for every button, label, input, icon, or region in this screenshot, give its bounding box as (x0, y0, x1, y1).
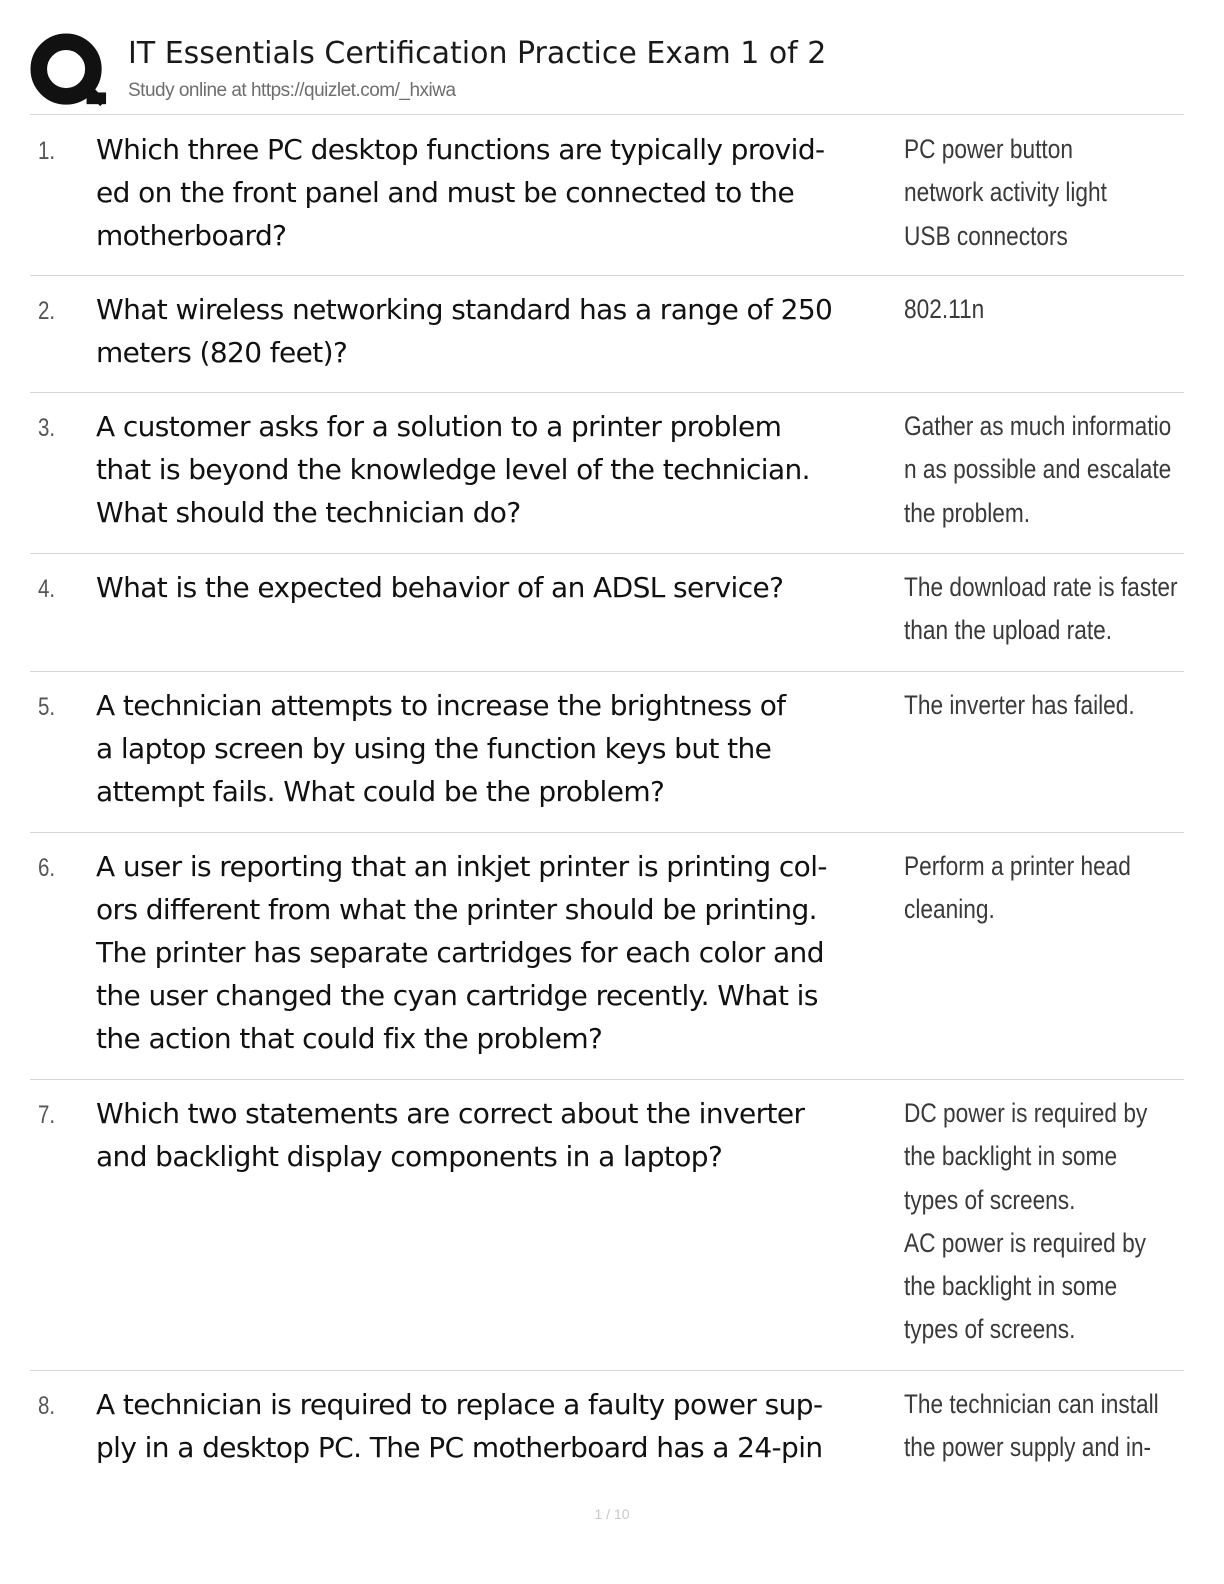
question-item-2 (30, 276, 1184, 393)
question-number: 6. (38, 854, 56, 882)
question-line: A technician attempts to increase the brightness of (96, 689, 786, 722)
question-number: 2. (38, 297, 56, 325)
question-line: The printer has separate cartridges for each color and (96, 936, 824, 969)
answer-text (904, 684, 1164, 727)
page-title: IT Essentials Certification Practice Exam 1 of 2 (128, 36, 827, 71)
answer-line: the power supply and in- (904, 1432, 1152, 1463)
answer-line: network activity light (904, 177, 1107, 208)
question-number: 1. (38, 137, 56, 165)
question-line: What wireless networking standard has a range of 250 (96, 293, 833, 326)
page-number: 1 / 10 (594, 1506, 630, 1522)
question-item-4 (30, 554, 1184, 672)
answer-line: Gather as much informatio (904, 411, 1172, 441)
answer-text (904, 1092, 1164, 1352)
question-item-3 (30, 393, 1184, 554)
question-number: 7. (38, 1101, 56, 1129)
question-line: What should the technician do? (96, 496, 521, 529)
answer-line: the backlight in some (904, 1271, 1118, 1302)
answer-line: cleaning. (904, 894, 995, 925)
answer-line: than the upload rate. (904, 615, 1113, 646)
question-line: ors different from what the printer should be printing. (96, 893, 817, 926)
question-item-7 (30, 1080, 1184, 1371)
question-text (96, 1383, 896, 1469)
page-header (30, 30, 1184, 115)
answer-line: the problem. (904, 497, 1031, 528)
question-number: 4. (38, 575, 56, 603)
question-item-6 (30, 833, 1184, 1080)
question-line: a laptop screen by using the function keys but the (96, 732, 772, 765)
answer-line: types of screens. (904, 1184, 1076, 1215)
question-line: A technician is required to replace a faulty power sup- (96, 1388, 823, 1421)
answer-text (904, 288, 1164, 331)
question-line: What is the expected behavior of an ADSL service? (96, 571, 784, 604)
question-line: A user is reporting that an inkjet printer is printing col- (96, 850, 827, 883)
question-line: A customer asks for a solution to a printer problem (96, 410, 782, 443)
answer-line: The technician can install (904, 1389, 1159, 1419)
question-text (96, 405, 896, 534)
answer-text (904, 128, 1164, 258)
answer-line: types of screens. (904, 1314, 1076, 1345)
question-item-8 (30, 1371, 1184, 1481)
question-text (96, 1092, 896, 1178)
answer-line: Perform a printer head (904, 851, 1131, 881)
study-online-link[interactable]: Study online at https://quizlet.com/_hxiwa (128, 80, 456, 101)
question-item-1 (30, 116, 1184, 276)
quizlet-q-logo-icon (30, 32, 108, 110)
question-line: attempt fails. What could be the problem? (96, 775, 665, 808)
question-text (96, 684, 896, 813)
question-line: ply in a desktop PC. The PC motherboard has a 24-pin (96, 1431, 823, 1464)
answer-line: AC power is required by (904, 1227, 1147, 1258)
question-text (96, 566, 896, 609)
answer-line: PC power button (904, 134, 1073, 164)
question-number: 3. (38, 414, 56, 442)
question-line: motherboard? (96, 219, 287, 252)
answer-text (904, 566, 1178, 653)
answer-text (904, 845, 1164, 932)
answer-line: USB connectors (904, 220, 1068, 251)
question-text (96, 128, 896, 257)
answer-line: The download rate is faster (904, 572, 1178, 602)
answer-line: The inverter has failed. (904, 690, 1135, 720)
answer-text (904, 405, 1172, 535)
question-item-5 (30, 672, 1184, 833)
question-text (96, 845, 896, 1060)
question-line: the user changed the cyan cartridge recently. What is (96, 979, 818, 1012)
question-line: Which three PC desktop functions are typically provid- (96, 133, 825, 166)
question-line: and backlight display components in a laptop? (96, 1140, 723, 1173)
answer-line: the backlight in some (904, 1141, 1118, 1172)
question-number: 5. (38, 693, 56, 721)
answer-line: DC power is required by (904, 1098, 1148, 1128)
question-line: ed on the front panel and must be connected to the (96, 176, 795, 209)
question-number: 8. (38, 1392, 56, 1420)
question-line: the action that could fix the problem? (96, 1022, 603, 1055)
question-line: meters (820 feet)? (96, 336, 348, 369)
answer-line: n as possible and escalate (904, 454, 1172, 485)
question-line: Which two statements are correct about the inverter (96, 1097, 805, 1130)
question-text (96, 288, 896, 374)
answer-text (904, 1383, 1164, 1470)
question-line: that is beyond the knowledge level of the technician. (96, 453, 810, 486)
answer-line: 802.11n (904, 294, 985, 324)
